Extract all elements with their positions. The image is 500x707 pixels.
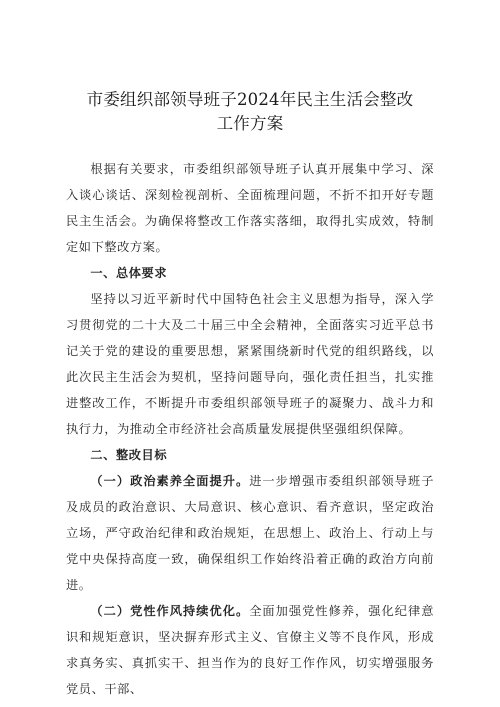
goal-1-paragraph [66, 468, 434, 598]
goal-2-paragraph [66, 598, 434, 702]
title-line-1: 市委组织部领导班子2024年民主生活会整改 [86, 90, 414, 109]
section-heading-goals: 二、整改目标 [90, 448, 168, 462]
title-line-2: 工作方案 [216, 114, 284, 133]
overall-requirements-paragraph: 坚持以习近平新时代中国特色社会主义思想为指导，深入学习贯彻党的二十大及二十届三中全会精神，全面落实习近平总书记关于党的建设的重要思想，紧紧围绕新时代党的组织路线，以此次民主生活会为契机，坚持问题导向，强化责任担当，扎实推进整改工作，不断提升市委组织部领导班子的凝聚力、战斗力和执行力，为推动全市经济社会高质量发展提供坚强组织保障。 [66, 292, 434, 436]
document-body [66, 156, 434, 702]
document-title [66, 88, 434, 136]
goal-1-body: 进一步增强市委组织部领导班子及成员的政治意识、大局意识、核心意识、看齐意识，坚定政治立场，严守政治纪律和政治规矩，在思想上、政治上、行动上与党中央保持高度一致，确保组织工作始终沿着正确的政治方向前进。 [66, 474, 434, 592]
intro-paragraph: 根据有关要求，市委组织部领导班子认真开展集中学习、深入谈心谈话、深刻检视剖析、全面梳理问题，不折不扣开好专题民主生活会。为确保将整改工作落实落细，取得扎实成效，特制定如下整改方案。 [66, 162, 434, 254]
goal-1-lead: （一）政治素养全面提升。 [90, 474, 250, 488]
section-heading-overall-requirements: 一、总体要求 [90, 266, 168, 280]
goal-2-lead: （二）党性作风持续优化。 [90, 604, 250, 618]
goal-2-body: 全面加强党性修养，强化纪律意识和规矩意识，坚决摒弃形式主义、官僚主义等不良作风，形成求真务实、真抓实干、担当作为的良好工作作风，切实增强服务党员、干部、 [66, 604, 434, 696]
